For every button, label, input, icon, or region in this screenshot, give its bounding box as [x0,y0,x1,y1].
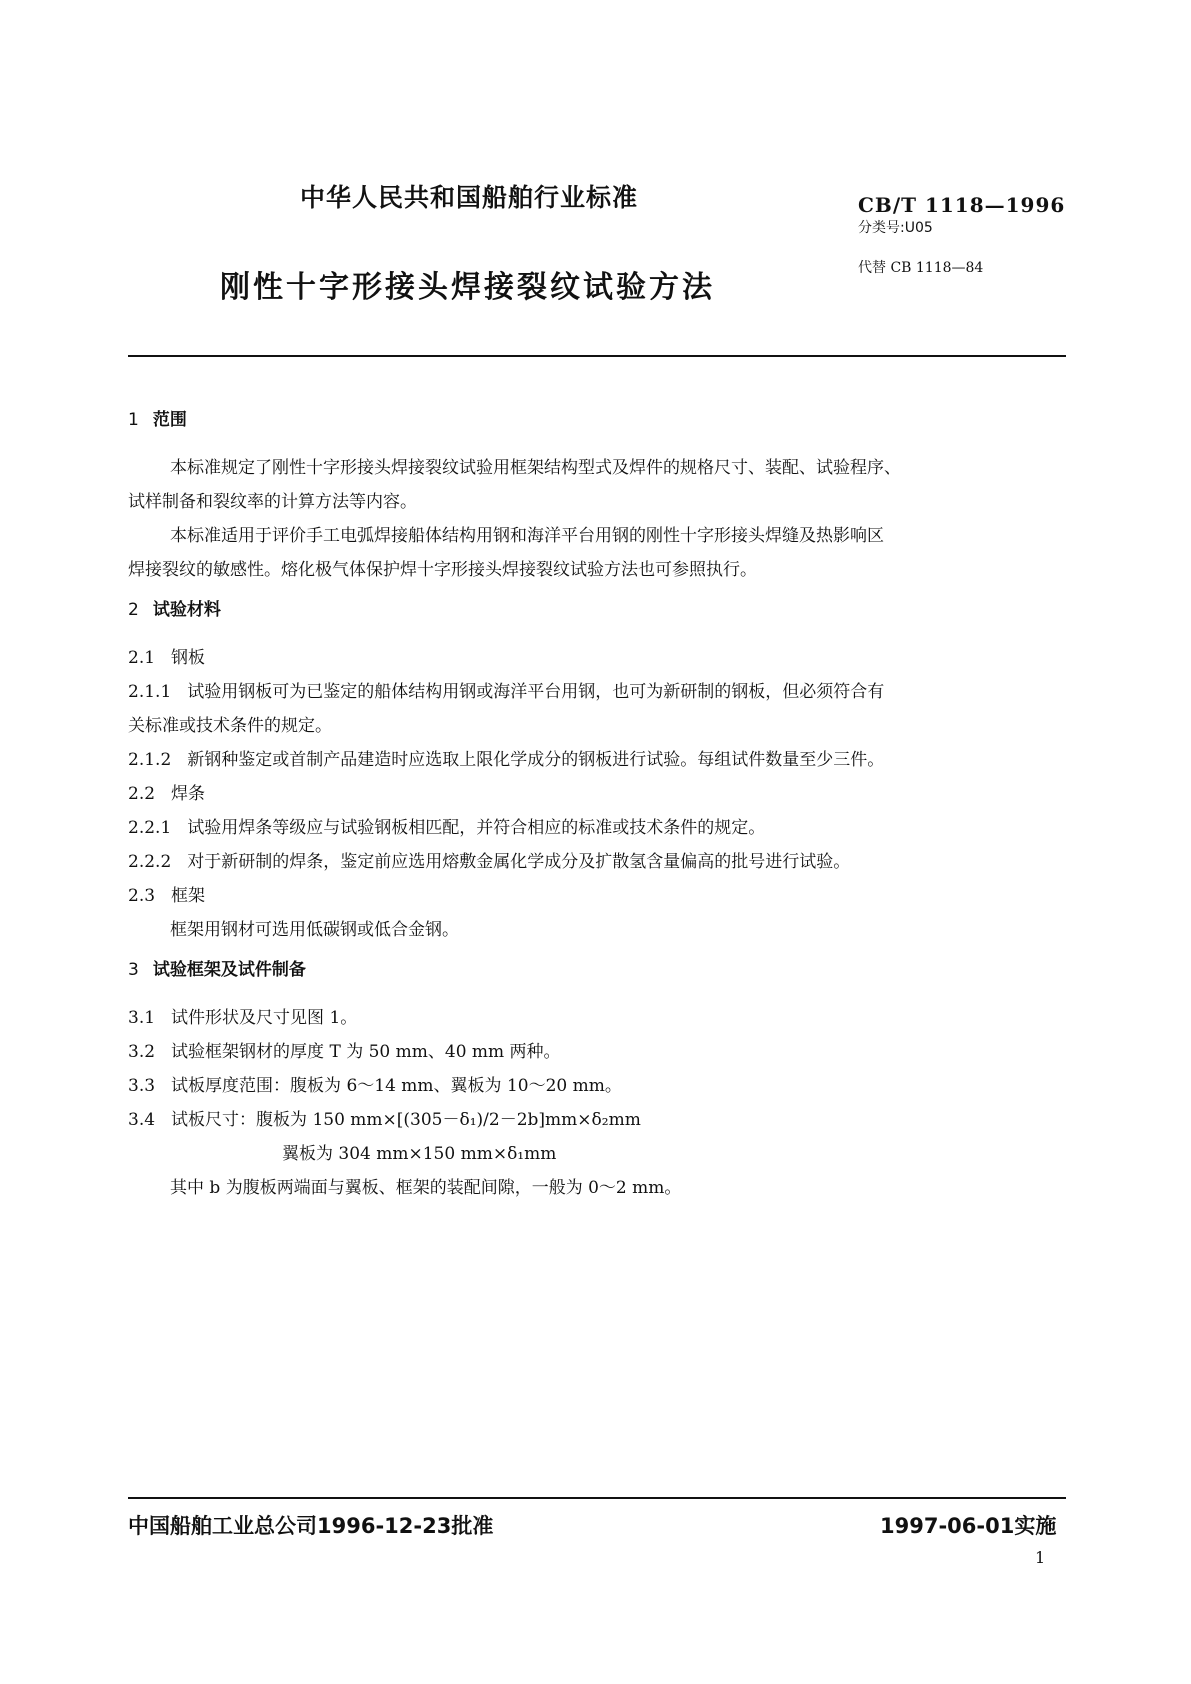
clause-text: 新钢种鉴定或首制产品建造时应选取上限化学成分的钢板进行试验。每组试件数量至少三件。 [187,750,885,770]
clause-number: 2.2.1 [128,818,172,838]
clause-text: 试验用焊条等级应与试验钢板相匹配，并符合相应的标准或技术条件的规定。 [187,818,766,838]
section-title: 试验材料 [152,600,221,620]
clause-text: 试验框架钢材的厚度 T 为 50 mm、40 mm 两种。 [171,1042,561,1062]
standard-code: CB/T 1118—1996 [858,193,1066,217]
clause-3-4 [128,1110,641,1130]
document-title: 刚性十字形接头焊接裂纹试验方法 [220,270,715,305]
section-heading-3 [128,960,306,980]
page-number: 1 [1035,1548,1046,1567]
clause-text: 试件形状及尺寸见图 1。 [171,1008,358,1028]
clause-number: 2.2.2 [128,852,172,872]
clause-number: 2.1.2 [128,750,172,770]
clause-2-2-2 [128,852,850,872]
replaces-standard: 代替 CB 1118—84 [858,260,984,276]
clause-number: 3.4 [128,1110,156,1130]
clause-text: 试板尺寸：腹板为 150 mm×[(305－δ₁)/2－2b]mm×δ₂mm [171,1110,641,1130]
clause-3-2 [128,1042,561,1062]
clause-text: 试板厚度范围：腹板为 6～14 mm、翼板为 10～20 mm。 [171,1076,622,1096]
section-heading-2 [128,600,221,620]
clause-2-1-1 [128,682,884,702]
clause-number: 2.1 [128,648,156,668]
paragraph-line: 其中 b 为腹板两端面与翼板、框架的装配间隙，一般为 0～2 mm。 [170,1178,682,1198]
clause-2-2-1 [128,818,765,838]
paragraph-line: 焊接裂纹的敏感性。熔化极气体保护焊十字形接头焊接裂纹试验方法也可参照执行。 [128,560,757,580]
clause-text: 钢板 [171,648,206,668]
effective-date: 1997-06-01实施 [880,1514,1057,1538]
clause-3-3 [128,1076,622,1096]
clause-text: 框架 [171,886,206,906]
section-heading-1 [128,410,187,430]
clause-2-3 [128,886,205,906]
header-divider [128,355,1066,357]
clause-3-1 [128,1008,357,1028]
section-number: 1 [128,410,139,430]
clause-number: 2.2 [128,784,156,804]
clause-text: 对于新研制的焊条，鉴定前应选用熔敷金属化学成分及扩散氢含量偏高的批号进行试验。 [187,852,851,872]
paragraph-line: 翼板为 304 mm×150 mm×δ₁mm [282,1144,557,1164]
paragraph-line: 本标准规定了刚性十字形接头焊接裂纹试验用框架结构型式及焊件的规格尺寸、装配、试验程序、 [170,458,901,478]
approval-line: 中国船舶工业总公司1996-12-23批准 [128,1514,494,1538]
section-title: 范围 [152,410,187,430]
issuing-org-title: 中华人民共和国船舶行业标准 [300,183,639,212]
clause-number: 3.1 [128,1008,156,1028]
clause-2-2 [128,784,205,804]
paragraph-line: 本标准适用于评价手工电弧焊接船体结构用钢和海洋平台用钢的刚性十字形接头焊缝及热影响区 [170,526,884,546]
clause-number: 3.2 [128,1042,156,1062]
clause-text: 焊条 [171,784,206,804]
paragraph-line: 关标准或技术条件的规定。 [128,716,332,736]
section-number: 2 [128,600,139,620]
clause-2-1-2 [128,750,884,770]
clause-number: 3.3 [128,1076,156,1096]
clause-text: 试验用钢板可为已鉴定的船体结构用钢或海洋平台用钢，也可为新研制的钢板，但必须符合有 [187,682,885,702]
clause-number: 2.1.1 [128,682,172,702]
classification-number: 分类号:U05 [858,220,933,236]
clause-number: 2.3 [128,886,156,906]
section-title: 试验框架及试件制备 [152,960,306,980]
section-number: 3 [128,960,139,980]
clause-2-1 [128,648,205,668]
paragraph-line: 框架用钢材可选用低碳钢或低合金钢。 [170,920,459,940]
footer-divider [128,1497,1066,1499]
paragraph-line: 试样制备和裂纹率的计算方法等内容。 [128,492,417,512]
